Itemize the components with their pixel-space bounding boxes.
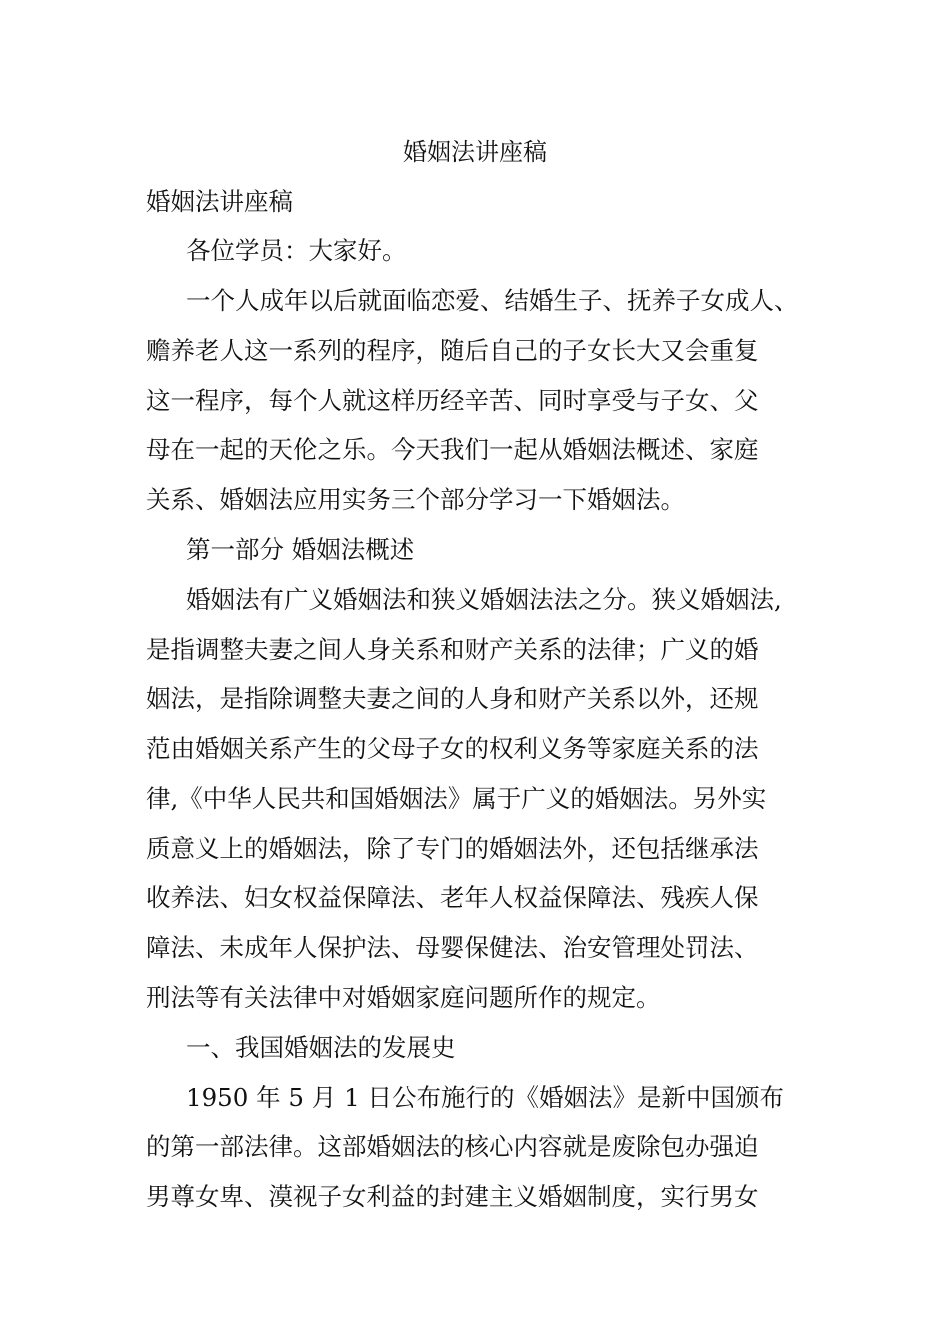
subsection-heading: 一、我国婚姻法的发展史 — [186, 1033, 456, 1062]
paragraph-line: 1950 年 5 月 1 日公布施行的《婚姻法》是新中国颁布 — [186, 1083, 784, 1112]
paragraph-line: 关系、婚姻法应用实务三个部分学习一下婚姻法。 — [146, 485, 685, 514]
paragraph-line: 男尊女卑、漠视子女利益的封建主义婚姻制度，实行男女 — [146, 1182, 759, 1211]
paragraph-line: 刑法等有关法律中对婚姻家庭问题所作的规定。 — [146, 983, 661, 1012]
paragraph-line: 障法、未成年人保护法、母婴保健法、治安管理处罚法、 — [146, 933, 759, 962]
paragraph-line: 赡养老人这一系列的程序，随后自己的子女长大又会重复 — [146, 336, 759, 365]
paragraph-line: 收养法、妇女权益保障法、老年人权益保障法、残疾人保 — [146, 883, 759, 912]
paragraph-line: 姻法，是指除调整夫妻之间的人身和财产关系以外，还规 — [146, 684, 759, 713]
section-heading: 第一部分 婚姻法概述 — [186, 535, 415, 564]
paragraph-line: 的第一部法律。这部婚姻法的核心内容就是废除包办强迫 — [146, 1132, 759, 1161]
paragraph-line: 这一程序，每个人就这样历经辛苦、同时享受与子女、父 — [146, 386, 759, 415]
paragraph-line: 质意义上的婚姻法，除了专门的婚姻法外，还包括继承法 — [146, 834, 759, 863]
page-title: 婚姻法讲座稿 — [403, 138, 547, 166]
salutation-line: 各位学员：大家好。 — [186, 236, 407, 265]
paragraph-line: 是指调整夫妻之间人身关系和财产关系的法律；广义的婚 — [146, 635, 759, 664]
doc-heading-line: 婚姻法讲座稿 — [146, 187, 293, 216]
paragraph-line: 母在一起的天伦之乐。今天我们一起从婚姻法概述、家庭 — [146, 435, 759, 464]
paragraph-line: 一个人成年以后就面临恋爱、结婚生子、抚养子女成人、 — [186, 286, 799, 315]
paragraph-line: 婚姻法有广义婚姻法和狭义婚姻法法之分。狭义婚姻法, — [186, 585, 782, 614]
paragraph-line: 律,《中华人民共和国婚姻法》属于广义的婚姻法。另外实 — [146, 784, 767, 813]
paragraph-line: 范由婚姻关系产生的父母子女的权利义务等家庭关系的法 — [146, 734, 759, 763]
